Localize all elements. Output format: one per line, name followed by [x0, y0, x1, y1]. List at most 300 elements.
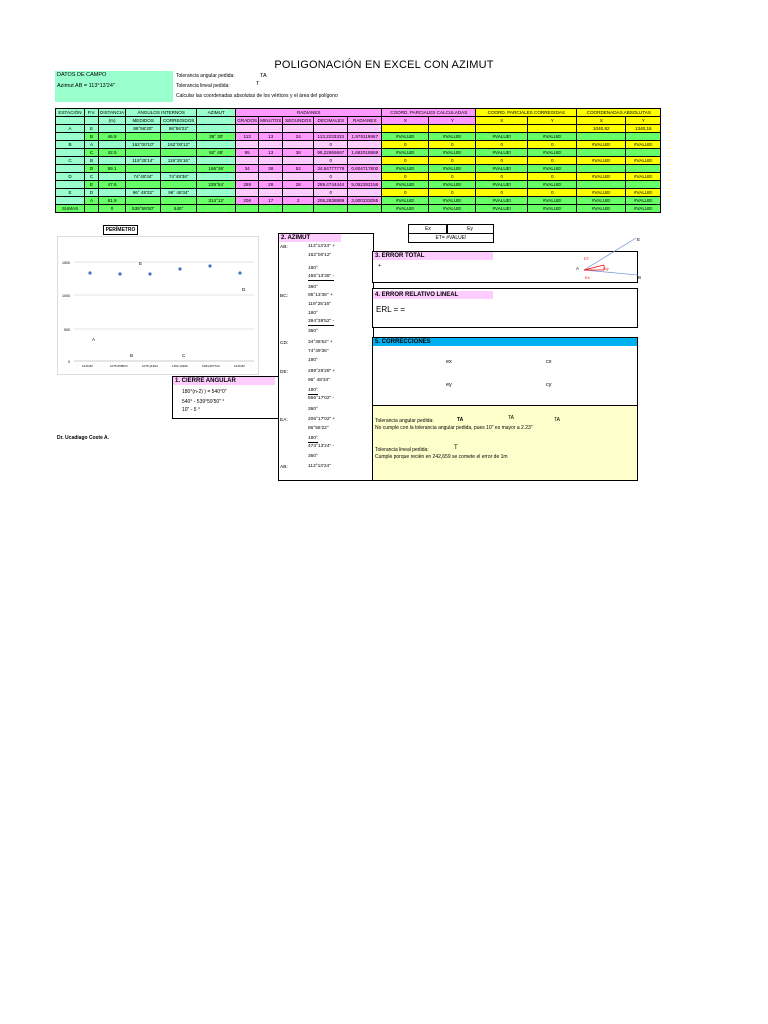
cell-cor [161, 181, 197, 189]
cell-dist: 59.1 [99, 165, 126, 173]
hdr-rad: RADIANES [348, 117, 382, 125]
cell-cor: 119°25'16" [161, 157, 197, 165]
cell-ya: #VALUE! [626, 157, 661, 165]
xtick: 1075,11394 [142, 364, 158, 368]
table-row [56, 141, 661, 149]
cierre-l2: 540° - 539°59'50" ° [182, 399, 225, 405]
diag-a: A [576, 266, 580, 271]
az-label-bc: BC: [280, 294, 288, 299]
sumas-xk: #VALUE! [476, 205, 528, 213]
cell-mi [259, 157, 283, 165]
ytick: 500 [64, 328, 70, 332]
hdr-abs: COORDENADAS ABSOLUTAS [577, 109, 661, 117]
tol-lin-label: Tolerancia lineal pedida: [176, 83, 230, 89]
cell-dec: 0 [314, 173, 348, 181]
cell-mi: 13 [259, 149, 283, 157]
sumas-label: SUMAS [56, 205, 85, 213]
cell-dec: 0 [314, 157, 348, 165]
hdr-distancia: DISTANCIA [100, 110, 125, 115]
correcciones-title: 5. CORRECCIONES [373, 338, 637, 346]
cell-xc: 0 [382, 173, 429, 181]
cell-az [197, 189, 236, 197]
table-row [56, 173, 661, 181]
cell-yc: 0 [429, 141, 476, 149]
diag-ex: Ex [585, 275, 590, 280]
chart-label-a: A [92, 337, 96, 342]
ytick: 1000 [62, 294, 70, 298]
cell-gr: 206 [236, 197, 259, 205]
cell-gr [236, 141, 259, 149]
azimut-line: 206°17'02" + [308, 417, 336, 422]
cell-az [197, 141, 236, 149]
cell-med [126, 181, 161, 189]
tol-ta3: TA [554, 417, 561, 423]
cell-dec: 0 [314, 189, 348, 197]
hdr-corregidos: CORREGIDOS [161, 117, 197, 125]
hdr-angulos: ÁNGULOS INTERNOS [126, 109, 197, 117]
ex-cell: Ex [408, 224, 448, 234]
xtick: 1154,13496 [172, 364, 188, 368]
error-vector-diagram [574, 233, 654, 285]
cell-xk: 0 [476, 173, 528, 181]
page-title: POLIGONACIÓN EN EXCEL CON AZIMUT [274, 59, 494, 71]
chart-svg [58, 237, 258, 374]
hdr-parc-corr: COORD. PARCIALES CORREGIDAS [476, 109, 577, 117]
cell-yc: #VALUE! [429, 197, 476, 205]
author: Dr. Ucadiago Coste A. [57, 435, 110, 441]
tol-lin-text: Tolerancia lineal pedida: [375, 447, 429, 453]
cell-xa [577, 181, 626, 189]
cell-dist [99, 189, 126, 197]
sumas-dist: 0 [99, 205, 126, 213]
cell-xa [577, 149, 626, 157]
cell-est: A [56, 125, 85, 133]
cell-yk: #VALUE! [528, 197, 577, 205]
tol-cumple: Cumple porque recién en 242,659 se comete el error de 1m [375, 454, 508, 460]
cell-dist: 46.9 [99, 133, 126, 141]
cell-cor: 162°00'12" [161, 141, 197, 149]
cell-yc: #VALUE! [429, 181, 476, 189]
cell-med [126, 133, 161, 141]
cell-xk: #VALUE! [476, 133, 528, 141]
diag-et: ET [584, 256, 590, 261]
cell-xa: #VALUE! [577, 197, 626, 205]
cell-dist [99, 157, 126, 165]
cierre-angular-title: 1. CIERRE ANGULAR [173, 377, 275, 385]
cell-cor [161, 149, 197, 157]
cell-pv: C [85, 149, 99, 157]
azimut-line: 566°17'02" - [308, 396, 335, 401]
cell-gr: 95 [236, 149, 259, 157]
az-label-cd: CD: [280, 341, 289, 346]
cell-xk: #VALUE! [476, 181, 528, 189]
cell-xk: #VALUE! [476, 149, 528, 157]
xtick: 1040,82 [234, 364, 245, 368]
datos-campo-label: DATOS DE CAMPO [57, 72, 107, 78]
sumas-xc: #VALUE! [382, 205, 429, 213]
az-label-ab2: AB: [280, 465, 288, 470]
corr-ex: ex [446, 359, 452, 365]
cell-med [126, 149, 161, 157]
chart-label-d: D [242, 287, 246, 292]
coordinates-chart [57, 236, 259, 375]
cell-yc: #VALUE! [429, 133, 476, 141]
hdr-y1: Y [429, 117, 476, 125]
cell-xc: 0 [382, 189, 429, 197]
hdr-estacion: ESTACIÓN [56, 109, 85, 117]
cell-med [126, 197, 161, 205]
hdr-grados: GRADOS [237, 118, 258, 123]
cell-yc: 0 [429, 157, 476, 165]
table-row [56, 157, 661, 165]
cell-gr [236, 173, 259, 181]
chart-point [178, 267, 181, 270]
cell-dec: 34,64777778 [314, 165, 348, 173]
azimut-line: 86°56'22" [308, 426, 329, 431]
hdr-medidos: MEDIDOS [126, 117, 161, 125]
cell-est [56, 165, 85, 173]
table-row [56, 125, 661, 133]
azimut-line: 34°38'52" + [308, 340, 333, 345]
table-row [56, 181, 661, 189]
cell-yc: #VALUE! [429, 165, 476, 173]
azimut-line: 360° [308, 329, 318, 334]
chart-point [208, 264, 211, 267]
azimut-line: 360° [308, 407, 318, 412]
cell-ya: 1340,16 [626, 125, 661, 133]
azimut-line: 360° [308, 285, 318, 290]
chart-label-c: C [182, 353, 186, 358]
calc-instruction: Calcular las coordenadas absolutas de los vértices y el área del polígono [176, 93, 338, 99]
cell-est: E [56, 189, 85, 197]
cell-xc: #VALUE! [382, 181, 429, 189]
erl-title: 4. ERROR RELATIVO LINEAL [373, 291, 493, 299]
cell-est [56, 181, 85, 189]
cell-est [56, 133, 85, 141]
azimut-line: 96° 48'34" [308, 378, 330, 383]
cell-dist: 61.9 [99, 197, 126, 205]
chart-label-e: E [139, 261, 143, 266]
cell-cor [161, 165, 197, 173]
chart-label-b: B [130, 353, 134, 358]
hdr-y3: Y [626, 117, 661, 125]
tol-ang-text: Tolerancia angular pedida: [375, 418, 434, 424]
chart-point [88, 271, 91, 274]
azimut-line: 394°38'52" - [308, 319, 335, 324]
cell-yk: 0 [528, 189, 577, 197]
tol-ang-label: Tolerancia angular pedida: [176, 73, 235, 79]
error-total-plus: + [378, 263, 382, 269]
diag-b: B [638, 275, 642, 280]
cell-mi: 17 [259, 197, 283, 205]
hdr-m: (m) [99, 117, 126, 125]
cell-xc: #VALUE! [382, 149, 429, 157]
cell-cor [161, 197, 197, 205]
cell-cor: 74°49'36" [161, 173, 197, 181]
cell-se: 28 [283, 181, 314, 189]
cell-yc: 0 [429, 173, 476, 181]
hdr-x2: X [476, 117, 528, 125]
cell-est [56, 149, 85, 157]
et-cell: ET= #VALUE! [408, 233, 494, 243]
diag-e: E [637, 237, 641, 242]
chart-point [118, 272, 121, 275]
ta-label: TA [260, 73, 267, 79]
cell-se [283, 141, 314, 149]
cell-dist [99, 125, 126, 133]
cell-ya [626, 165, 661, 173]
cell-yk: #VALUE! [528, 165, 577, 173]
cell-se [283, 189, 314, 197]
cell-xa: 1040,82 [577, 125, 626, 133]
hdr-azimut: AZIMUT [197, 109, 236, 117]
cell-mi: 38 [259, 165, 283, 173]
chart-point [148, 272, 151, 275]
azimut-title: 2. AZIMUT [279, 234, 341, 242]
azimut-line: 74°49'36" [308, 349, 329, 354]
cell-xk: 0 [476, 141, 528, 149]
cell-yk: #VALUE! [528, 181, 577, 189]
hdr-radianes: RADIANES [236, 109, 382, 117]
azimut-line: 455°13'36" - [308, 274, 335, 279]
sumas-ya: #VALUE! [626, 205, 661, 213]
cell-ya: #VALUE! [626, 189, 661, 197]
cell-rad: 3,600333055 [348, 197, 382, 205]
cell-az [197, 125, 236, 133]
cell-dist: 47.6 [99, 181, 126, 189]
cell-az [197, 173, 236, 181]
cell-gr [236, 189, 259, 197]
cell-gr [236, 157, 259, 165]
cell-xk: #VALUE! [476, 165, 528, 173]
cell-yk [528, 125, 577, 133]
tol-no-cumple: No cumple con la tolerancia angular pedida, pues 10" es mayor a 2.23" [375, 425, 533, 431]
cell-xk: #VALUE! [476, 197, 528, 205]
corr-ey: ey [446, 382, 452, 388]
cell-az: 38° 30' [197, 133, 236, 141]
sumas-med: 539°59'50" [126, 205, 161, 213]
cell-dec [314, 125, 348, 133]
azimut-line: 473°13'24" - [308, 444, 335, 449]
cell-xa: #VALUE! [577, 157, 626, 165]
cell-se: 2 [283, 197, 314, 205]
table-body [56, 125, 661, 205]
cell-mi: 13 [259, 133, 283, 141]
t-label: T [256, 81, 260, 87]
hdr-decimales: DECIMALES [314, 117, 348, 125]
hdr-pv: P.V. [85, 109, 99, 117]
az-label-ab: AB: [280, 245, 288, 250]
cell-ya: #VALUE! [626, 141, 661, 149]
cell-az [197, 157, 236, 165]
cell-est: D [56, 173, 85, 181]
cell-pv: D [85, 189, 99, 197]
tolerancia-box [372, 405, 638, 481]
cell-yk: 0 [528, 141, 577, 149]
cell-xc [382, 125, 429, 133]
sumas-yc: #VALUE! [429, 205, 476, 213]
cierre-l3: 10" - 5 ° [182, 407, 200, 413]
cell-se [283, 125, 314, 133]
cell-pv: A [85, 141, 99, 149]
cell-xa [577, 133, 626, 141]
cell-est: B [56, 141, 85, 149]
cell-ya [626, 149, 661, 157]
azimut-line: 180° [308, 311, 318, 316]
azimut-line: 113°13'24" + [308, 244, 335, 249]
azimut-ab: Azimut AB = 113°13'24" [57, 83, 115, 89]
cell-se: 36 [283, 149, 314, 157]
cell-pv: B [85, 157, 99, 165]
cell-gr: 34 [236, 165, 259, 173]
tol-ta2: TA [508, 415, 515, 421]
cell-xk: 0 [476, 157, 528, 165]
sumas-xa: #VALUE! [577, 205, 626, 213]
vector-svg [574, 233, 654, 285]
poligonal-table [55, 108, 661, 213]
cell-pv: C [85, 173, 99, 181]
cell-med: 119°25'14" [126, 157, 161, 165]
table-row [56, 189, 661, 197]
cell-pv: E [85, 125, 99, 133]
cell-dec: 289,4744444 [314, 181, 348, 189]
cell-xk [476, 125, 528, 133]
cell-pv: E [85, 181, 99, 189]
cell-xc: 0 [382, 157, 429, 165]
azimut-line: 180° [308, 388, 318, 393]
cell-dec: 113,2233333 [314, 133, 348, 141]
table-row [56, 149, 661, 157]
cell-rad [348, 173, 382, 181]
cell-med: 96° 48'32" [126, 189, 161, 197]
correcciones-box [372, 337, 638, 407]
chart-point [238, 271, 241, 274]
cell-mi [259, 141, 283, 149]
cell-med: 162°00'10" [126, 141, 161, 149]
cell-se: 52 [283, 165, 314, 173]
cell-yc: #VALUE! [429, 149, 476, 157]
cell-est [56, 197, 85, 205]
cell-dist: 42.5 [99, 149, 126, 157]
cell-xc: #VALUE! [382, 197, 429, 205]
cell-az: 166°36' [197, 165, 236, 173]
azimut-line: 95°13'36" + [308, 293, 333, 298]
cell-xa: #VALUE! [577, 189, 626, 197]
cell-dec: 95,22666667 [314, 149, 348, 157]
cell-mi [259, 173, 283, 181]
cell-cor: 96° 48'34" [161, 189, 197, 197]
cierre-l1: 180°(n-2) ) = 540°0" [182, 389, 227, 395]
azimut-line: 289°28'28" + [308, 369, 336, 374]
cell-yk: 0 [528, 173, 577, 181]
xtick: 1040,82 [82, 364, 93, 368]
cell-xc: 0 [382, 141, 429, 149]
cell-xa [577, 165, 626, 173]
table-row [56, 133, 661, 141]
cell-rad: 0,604717800 [348, 165, 382, 173]
cell-ya [626, 133, 661, 141]
cell-rad: 1,976119957 [348, 133, 382, 141]
hdr-parc-calc: COORD. PARCIALES CALCULADAS [382, 109, 476, 117]
cell-rad [348, 157, 382, 165]
cell-med: 74°49'34" [126, 173, 161, 181]
cell-mi: 28 [259, 181, 283, 189]
tol-ta1: TA [457, 417, 464, 423]
cell-xa: #VALUE! [577, 141, 626, 149]
azimut-line: 180° [308, 358, 318, 363]
table-row [56, 197, 661, 205]
sumas-cor: 540° [161, 205, 197, 213]
ytick: 0 [68, 360, 70, 364]
azimut-line: 162°00'12" [308, 253, 332, 258]
cell-rad [348, 141, 382, 149]
cell-pv: D [85, 165, 99, 173]
cell-ya: #VALUE! [626, 173, 661, 181]
corr-cx: cx [546, 359, 552, 365]
cell-rad [348, 189, 382, 197]
az-label-ea: EA: [280, 418, 288, 423]
hdr-x3: X [577, 117, 626, 125]
cell-med [126, 165, 161, 173]
cell-mi [259, 125, 283, 133]
error-total-title: 3. ERROR TOTAL [373, 252, 493, 260]
cell-yc [429, 125, 476, 133]
cell-yk: #VALUE! [528, 133, 577, 141]
azimut-line: 360° [308, 454, 318, 459]
xtick: 1075,658523 [110, 364, 128, 368]
erl-formula: ERL = = [376, 305, 406, 314]
cell-rad: 5,052282156 [348, 181, 382, 189]
cell-yk: 0 [528, 157, 577, 165]
xtick: 1084,657720 [202, 364, 220, 368]
cell-dist [99, 141, 126, 149]
cell-med: 86°56'20" [126, 125, 161, 133]
azimut-line: 113°13'24" [308, 464, 331, 469]
cell-az: 314°12' [197, 197, 236, 205]
cell-gr: 289 [236, 181, 259, 189]
cell-se [283, 173, 314, 181]
cell-dist [99, 173, 126, 181]
cell-dec: 0 [314, 141, 348, 149]
cell-rad: 1,662018869 [348, 149, 382, 157]
ytick: 1500 [62, 261, 70, 265]
perimetro-label: PERÍMETRO [103, 225, 138, 235]
cell-az: 229°54' [197, 181, 236, 189]
cell-est: C [56, 157, 85, 165]
cell-ya [626, 181, 661, 189]
sumas-yk: #VALUE! [528, 205, 577, 213]
cell-gr: 113 [236, 133, 259, 141]
azimut-line: 119°25'16" [308, 302, 331, 307]
table-row [56, 165, 661, 173]
cell-pv: B [85, 133, 99, 141]
cell-xc: #VALUE! [382, 133, 429, 141]
corr-cy: cy [546, 382, 552, 388]
tol-t: T [454, 445, 458, 451]
cell-ya: #VALUE! [626, 197, 661, 205]
cell-yc: 0 [429, 189, 476, 197]
cell-xc: #VALUE! [382, 165, 429, 173]
hdr-minutos: MINUTOS [260, 118, 282, 123]
cell-gr [236, 125, 259, 133]
cell-rad [348, 125, 382, 133]
cell-yk: #VALUE! [528, 149, 577, 157]
az-label-de: DE: [280, 370, 288, 375]
ey-cell: Ey [446, 224, 494, 234]
azimut-line: 180° [308, 266, 318, 271]
hdr-y2: Y [528, 117, 577, 125]
cell-cor [161, 133, 197, 141]
